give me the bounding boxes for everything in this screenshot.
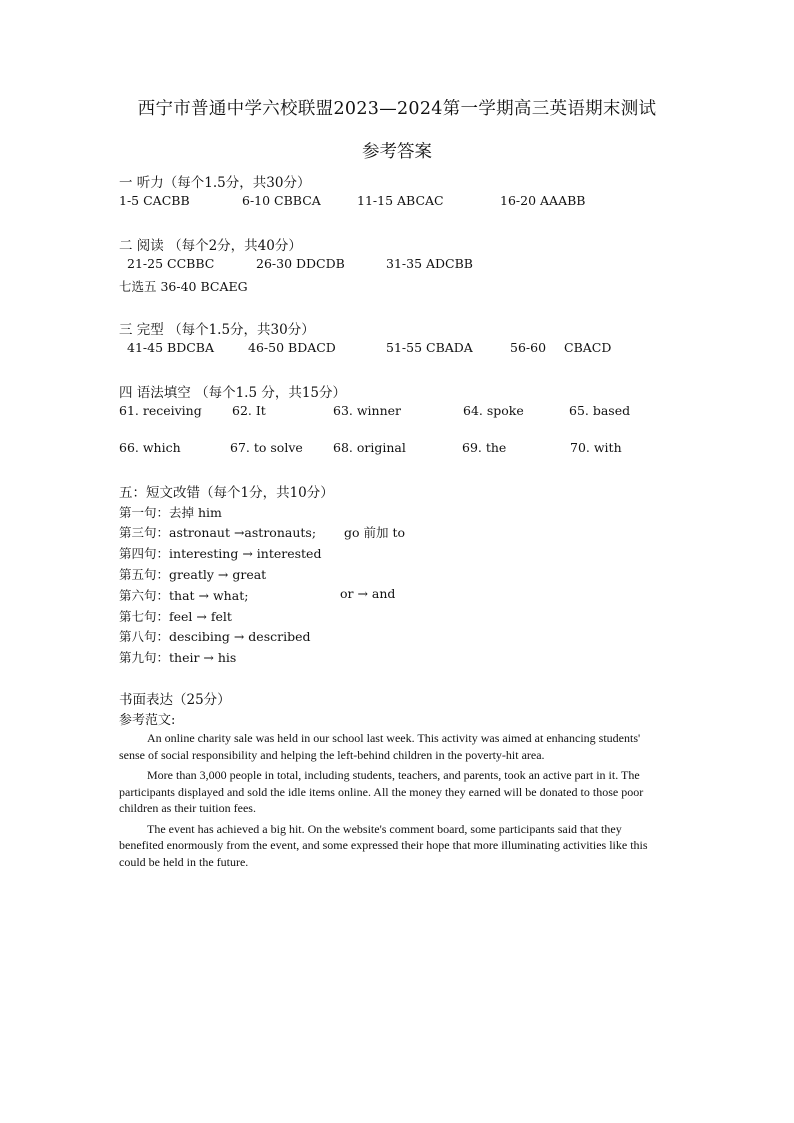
page-subtitle: 参考答案 — [362, 142, 432, 162]
grammar-answer: 70. with — [570, 440, 622, 455]
correction-label: 第九句： — [119, 650, 170, 665]
essay-paragraph: More than 3,000 people in total, including students, teachers, and parents, took an active part in it. The participants displayed and sold the idle items online. All the money they earned will be donated to those poor children as their tuition fees. — [119, 768, 644, 815]
essay-paragraph: An online charity sale was held in our school last week. This activity was aimed at enhancing students' sense of social responsibility and helping the left-behind children in the poverty-hit area. — [119, 731, 641, 762]
correction-item — [119, 503, 222, 521]
page-title: 西宁市普通中学六校联盟2023—2024第一学期高三英语期末测试 — [137, 99, 657, 119]
section-correction-heading: 五：短文改错（每个1分，共10分） — [119, 485, 334, 501]
correction-item — [119, 523, 316, 541]
correction-text: 去掉 him — [169, 505, 222, 520]
answer-group: 51-55 CBADA — [386, 340, 473, 355]
section-cloze-heading: 三 完型 （每个1.5分，共30分） — [119, 322, 315, 338]
correction-text: their → his — [169, 650, 237, 665]
section-reading-heading: 二 阅读 （每个2分，共40分） — [119, 238, 302, 254]
correction-item — [119, 607, 232, 625]
sample-essay — [119, 730, 659, 874]
correction-item — [119, 565, 266, 583]
correction-label: 第五句： — [119, 567, 170, 582]
answer-group: 1-5 CACBB — [119, 193, 190, 208]
correction-text: interesting → interested — [169, 546, 322, 561]
correction-item — [119, 586, 248, 604]
section-grammar-heading: 四 语法填空 （每个1.5 分，共15分） — [119, 385, 347, 401]
answer-group: 11-15 ABCAC — [357, 193, 444, 208]
sample-essay-label: 参考范文: — [119, 713, 176, 728]
grammar-answer: 65. based — [569, 403, 631, 418]
answer-group: 16-20 AAABB — [500, 193, 586, 208]
correction-label: 第七句： — [119, 609, 170, 624]
correction-text: astronaut →astronauts; — [169, 525, 317, 540]
answer-group-range: 56-60 — [510, 340, 547, 355]
correction-label: 第四句： — [119, 546, 170, 561]
correction-item — [119, 627, 311, 645]
correction-item — [119, 648, 236, 666]
correction-text: feel → felt — [169, 609, 232, 624]
correction-label: 第三句： — [119, 525, 170, 540]
correction-item — [119, 544, 321, 562]
grammar-answer: 69. the — [462, 440, 507, 455]
correction-extra: go 前加 to — [344, 525, 406, 540]
grammar-answer: 62. It — [232, 403, 266, 418]
section-writing-heading: 书面表达（25分） — [119, 692, 231, 708]
grammar-answer: 68. original — [333, 440, 406, 455]
answer-group: 6-10 CBBCA — [242, 193, 321, 208]
essay-paragraph: The event has achieved a big hit. On the website's comment board, some participants said that they benefited enormously from the event, and some expressed their hope that more illuminating activities like this could be held in the future. — [119, 821, 648, 869]
correction-text: greatly → great — [169, 567, 267, 582]
answer-group: 26-30 DDCDB — [256, 256, 345, 271]
correction-label: 第八句： — [119, 629, 170, 644]
grammar-answer: 63. winner — [333, 403, 402, 418]
grammar-answer: 66. which — [119, 440, 181, 455]
answer-group: 31-35 ADCBB — [386, 256, 473, 271]
grammar-answer: 61. receiving — [119, 403, 202, 418]
correction-label: 第一句： — [119, 505, 170, 520]
correction-text: descibing → described — [169, 629, 311, 644]
correction-label: 第六句： — [119, 588, 170, 603]
answer-group: 21-25 CCBBC — [127, 256, 215, 271]
grammar-answer: 67. to solve — [230, 440, 303, 455]
correction-text: that → what; — [169, 588, 249, 603]
grammar-answer: 64. spoke — [463, 403, 524, 418]
answer-group: 46-50 BDACD — [248, 340, 336, 355]
section-listening-heading: 一 听力（每个1.5分，共30分） — [119, 175, 311, 191]
answer-group: 41-45 BDCBA — [127, 340, 214, 355]
answer-group-letters: CBACD — [564, 340, 612, 355]
seven-choose-five-answers: 七选五 36-40 BCAEG — [119, 279, 248, 294]
correction-extra: or → and — [340, 586, 396, 601]
